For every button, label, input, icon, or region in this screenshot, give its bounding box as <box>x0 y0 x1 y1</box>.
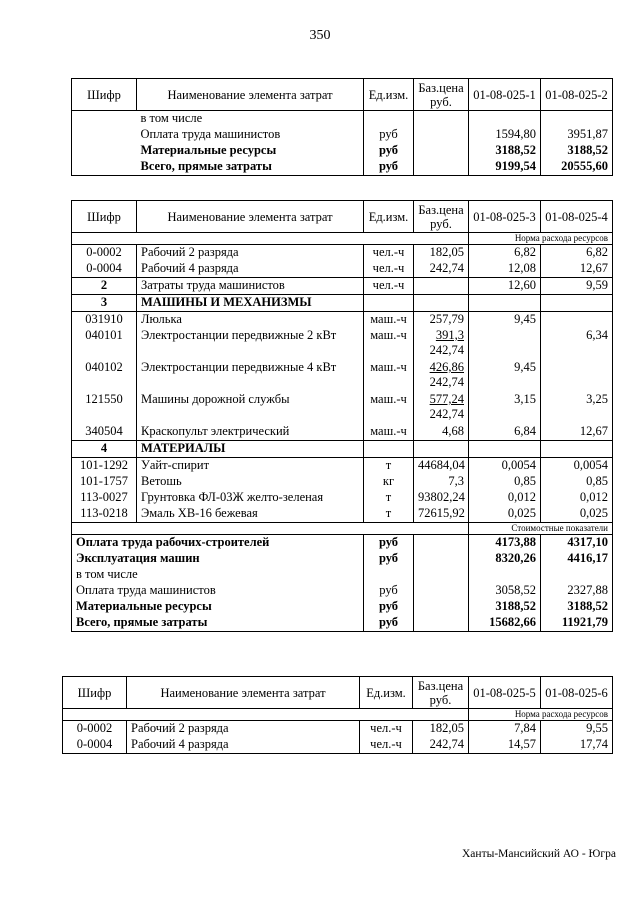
table-row: 040102 Электростанции передвижные 4 кВт маш.-ч 426,86 242,74 9,45 <box>72 360 613 392</box>
table-row: 040101 Электростанции передвижные 2 кВт маш.-ч 391,3 242,74 6,34 <box>72 328 613 360</box>
cost-label-row <box>72 523 613 535</box>
header-col-6: 01-08-025-6 <box>541 677 613 709</box>
section-row: 3 МАШИНЫ И МЕХАНИЗМЫ <box>72 295 613 312</box>
header-price: Баз.цена руб. <box>414 79 469 111</box>
norm-label: Норма расхода ресурсов <box>469 233 613 245</box>
header-col-4: 01-08-025-4 <box>541 201 613 233</box>
table-row: 340504 Краскопульт электрический маш.-ч 4,68 6,84 12,67 <box>72 424 613 441</box>
header-unit: Ед.изм. <box>364 201 414 233</box>
header-code: Шифр <box>72 201 137 233</box>
norm-label-row <box>72 233 613 245</box>
norm-label-row <box>63 709 613 721</box>
table-row: 031910 Люлька маш.-ч 257,79 9,45 <box>72 312 613 329</box>
header-col-2: 01-08-025-2 <box>541 79 613 111</box>
table-row: Оплата труда машинистов руб 1594,80 3951,87 <box>72 127 613 143</box>
header-unit: Ед.изм. <box>364 79 414 111</box>
table-1 <box>71 78 613 176</box>
table-row: 0-0004 Рабочий 4 разряда чел.-ч 242,74 14,57 17,74 <box>63 737 613 754</box>
header-col-3: 01-08-025-3 <box>469 201 541 233</box>
table-2 <box>71 200 613 632</box>
norm-label: Норма расхода ресурсов <box>469 709 613 721</box>
table-row: 0-0002 Рабочий 2 разряда чел.-ч 182,05 7,84 9,55 <box>63 721 613 738</box>
table-row: 113-0027 Грунтовка ФЛ-03Ж желто-зеленая т 93802,24 0,012 0,012 <box>72 490 613 506</box>
header-name: Наименование элемента затрат <box>137 79 364 111</box>
header-code: Шифр <box>63 677 127 709</box>
table-row: Материальные ресурсы руб 3188,52 3188,52 <box>72 143 613 159</box>
section-row: 4 МАТЕРИАЛЫ <box>72 441 613 458</box>
table-row: 0-0004 Рабочий 4 разряда чел.-ч 242,74 12,08 12,67 <box>72 261 613 278</box>
table-row: 101-1292 Уайт-спирит т 44684,04 0,0054 0,0054 <box>72 458 613 475</box>
table-row: 121550 Машины дорожной службы маш.-ч 577,24 242,74 3,15 3,25 <box>72 392 613 424</box>
table-row: 101-1757 Ветошь кг 7,3 0,85 0,85 <box>72 474 613 490</box>
header-col-1: 01-08-025-1 <box>469 79 541 111</box>
table-row: Материальные ресурсы руб 3188,52 3188,52 <box>72 599 613 615</box>
table-row: Эксплуатация машин руб 8320,26 4416,17 <box>72 551 613 567</box>
table-3 <box>62 676 613 754</box>
table-row: 113-0218 Эмаль ХВ-16 бежевая т 72615,92 0,025 0,025 <box>72 506 613 523</box>
table-row: в том числе <box>72 111 613 128</box>
table-row: Оплата труда машинистов руб 3058,52 2327,88 <box>72 583 613 599</box>
header-name: Наименование элемента затрат <box>137 201 364 233</box>
header-price: Баз.цена руб. <box>414 201 469 233</box>
header-name: Наименование элемента затрат <box>127 677 360 709</box>
header-code: Шифр <box>72 79 137 111</box>
page-number: 350 <box>309 28 331 43</box>
header-price: Баз.цена руб. <box>413 677 469 709</box>
table-row: 0-0002 Рабочий 2 разряда чел.-ч 182,05 6,82 6,82 <box>72 245 613 262</box>
table-row: Всего, прямые затраты руб 9199,54 20555,60 <box>72 159 613 176</box>
table-row: Всего, прямые затраты руб 15682,66 11921,79 <box>72 615 613 632</box>
table-row: 2 Затраты труда машинистов чел.-ч 12,60 9,59 <box>72 278 613 295</box>
header-col-5: 01-08-025-5 <box>469 677 541 709</box>
table-row: в том числе <box>72 567 613 583</box>
table-row: Оплата труда рабочих-строителей руб 4173,88 4317,10 <box>72 535 613 552</box>
footer-region: Ханты-Мансийский АО - Югра <box>462 848 616 860</box>
cost-label: Стоимостные показатели <box>469 523 613 535</box>
header-unit: Ед.изм. <box>360 677 413 709</box>
